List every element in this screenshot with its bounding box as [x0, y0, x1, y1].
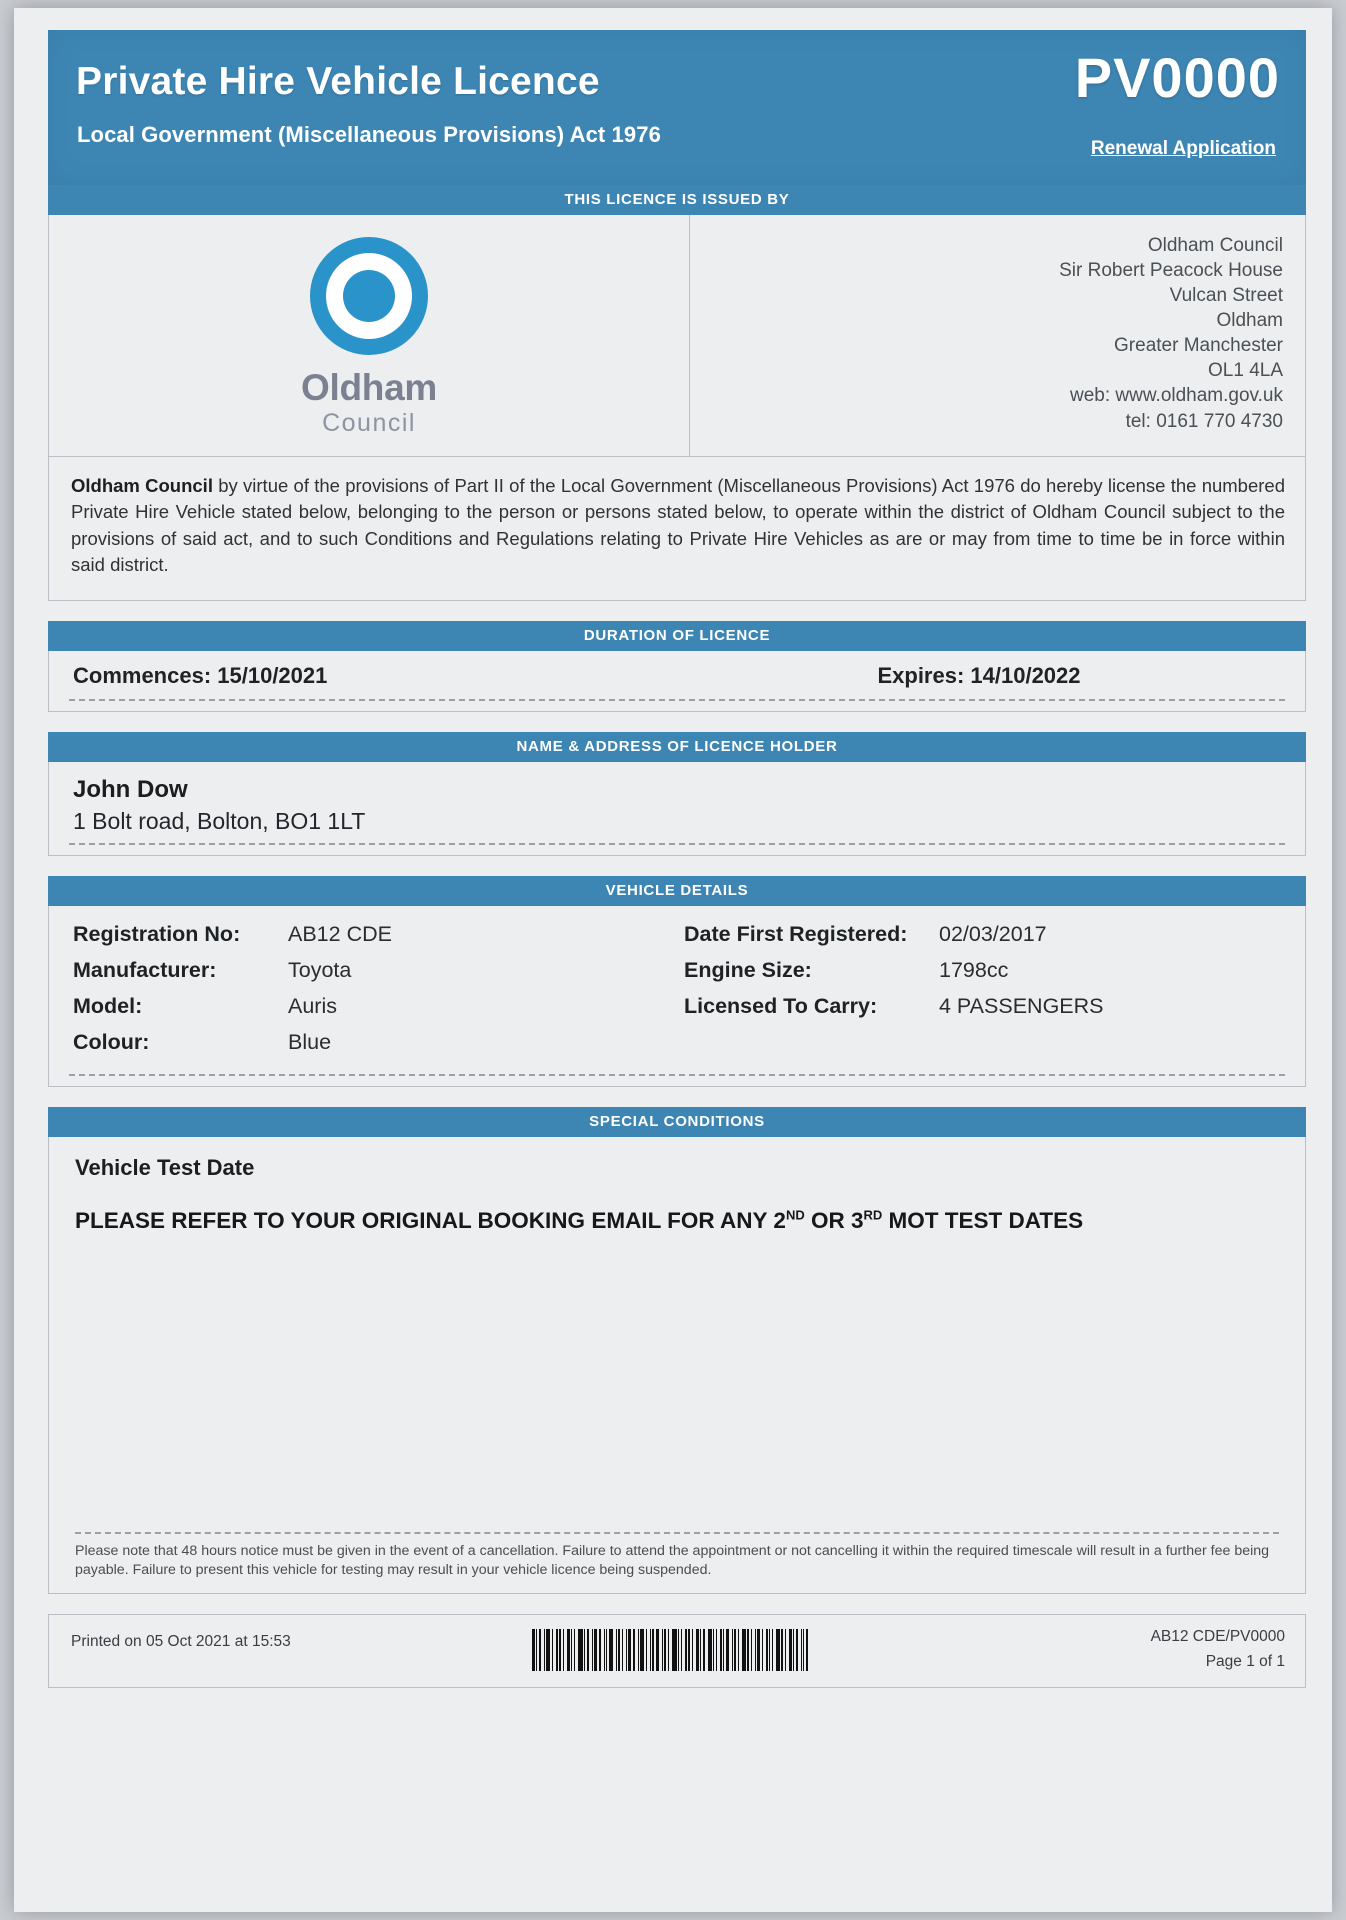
statement-text: by virtue of the provisions of Part II of the Local Government (Miscellaneous Provisions) Act 1976 do hereby license the numbered Private Hire Vehicle stated below, belonging to the person or persons stated below, to operate within the district of Oldham Council subject to the provisions of said act, and to such Conditions and Regulations relating to Private Hire Vehicles as are or may from time to time be in force within said district.: [71, 475, 1285, 575]
page-number: Page 1 of 1: [1205, 1652, 1285, 1670]
holder-divider: [69, 843, 1285, 845]
licence-number: PV0000: [1074, 46, 1280, 109]
issuer-telephone: tel: 0161 770 4730: [1125, 410, 1283, 432]
printed-timestamp: Printed on 05 Oct 2021 at 15:53: [71, 1633, 291, 1651]
issuer-address-line: Sir Robert Peacock House: [1059, 260, 1283, 282]
field-label: Date First Registered:: [684, 922, 908, 947]
vehicle-field: [684, 958, 1295, 983]
vehicle-details-left: [73, 922, 684, 1066]
issuer-address-line: Oldham: [1216, 310, 1283, 332]
field-label: Licensed To Carry:: [684, 994, 878, 1019]
duration-bar: DURATION OF LICENCE: [48, 621, 1306, 651]
field-label: Registration No:: [73, 922, 241, 947]
licence-header: [48, 30, 1306, 185]
council-logo: [49, 215, 690, 456]
page-subtitle: Local Government (Miscellaneous Provisions) Act 1976: [77, 122, 661, 147]
special-conditions-bar: SPECIAL CONDITIONS: [48, 1107, 1306, 1137]
note-text: Please note that 48 hours notice must be given in the event of a cancellation. Failure to attend the appointment or not cancelling it within the required timescale will result in a further fee being payable. Failure to present this vehicle for testing may result in your vehicle licence being suspended.: [75, 1542, 1270, 1579]
sc-sup-second: ND: [785, 1207, 805, 1223]
field-label: Model:: [73, 994, 143, 1019]
field-value: AB12 CDE: [288, 922, 392, 947]
oldham-ring-icon: [310, 237, 428, 355]
issuer-address: [690, 215, 1305, 456]
field-value: 4 PASSENGERS: [939, 994, 1104, 1019]
field-value: 1798cc: [939, 958, 1009, 983]
field-value: Blue: [288, 1030, 332, 1055]
holder-name: John Dow: [73, 776, 188, 804]
document-footer: [48, 1614, 1306, 1688]
duration-expires: Expires: 14/10/2022: [877, 663, 1081, 689]
holder-block: [48, 762, 1306, 856]
logo-name: Oldham: [301, 367, 437, 408]
vehicle-field: [684, 994, 1295, 1019]
vehicle-details-right: [684, 922, 1295, 1066]
duration-divider: [69, 699, 1285, 701]
duration-block: [48, 651, 1306, 712]
duration-commences: Commences: 15/10/2021: [73, 663, 328, 689]
licence-statement: [49, 456, 1305, 600]
renewal-application-label: Renewal Application: [1090, 138, 1276, 159]
sc-text-post: MOT TEST DATES: [882, 1208, 1084, 1234]
vehicle-field: [73, 994, 684, 1019]
sc-text-pre: PLEASE REFER TO YOUR ORIGINAL BOOKING EMAIL FOR ANY 2: [75, 1208, 786, 1234]
cancellation-note: [75, 1532, 1279, 1581]
vehicle-field: [73, 1030, 684, 1055]
field-value: 02/03/2017: [939, 922, 1047, 947]
field-label: Manufacturer:: [73, 958, 217, 983]
field-value: Auris: [288, 994, 337, 1019]
footer-reference: [1151, 1625, 1285, 1675]
issued-by-block: [48, 215, 1306, 601]
field-label: Engine Size:: [684, 958, 812, 983]
issuer-address-line: Oldham Council: [1147, 235, 1283, 256]
sc-text-mid: OR 3: [804, 1208, 864, 1234]
issuer-website: web: www.oldham.gov.uk: [1070, 385, 1283, 407]
issuer-address-line: OL1 4LA: [1208, 360, 1283, 382]
logo-subname: Council: [322, 409, 416, 437]
document-page: [14, 8, 1332, 1912]
barcode: [532, 1629, 822, 1671]
note-divider: [75, 1532, 1279, 1534]
holder-bar: NAME & ADDRESS OF LICENCE HOLDER: [48, 732, 1306, 762]
reference-number: AB12 CDE/PV0000: [1150, 1628, 1285, 1646]
special-conditions-block: [48, 1137, 1306, 1594]
page-title: Private Hire Vehicle Licence: [76, 60, 600, 103]
vehicle-bar: VEHICLE DETAILS: [48, 876, 1306, 906]
special-conditions-text: [75, 1203, 1135, 1239]
vehicle-test-date-heading: Vehicle Test Date: [75, 1155, 255, 1181]
sc-sup-third: RD: [863, 1207, 883, 1223]
issuer-address-line: Greater Manchester: [1114, 335, 1283, 357]
field-value: Toyota: [288, 958, 352, 983]
vehicle-field: [684, 922, 1295, 947]
holder-address: 1 Bolt road, Bolton, BO1 1LT: [73, 808, 366, 835]
vehicle-block: [48, 906, 1306, 1087]
statement-authority: Oldham Council: [71, 475, 213, 496]
vehicle-field: [73, 922, 684, 947]
field-label: Colour:: [73, 1030, 150, 1055]
vehicle-divider: [69, 1074, 1285, 1076]
issuer-address-line: Vulcan Street: [1169, 285, 1283, 307]
issued-by-bar: THIS LICENCE IS ISSUED BY: [48, 185, 1306, 215]
licence-sheet: [48, 30, 1306, 1688]
vehicle-field: [73, 958, 684, 983]
